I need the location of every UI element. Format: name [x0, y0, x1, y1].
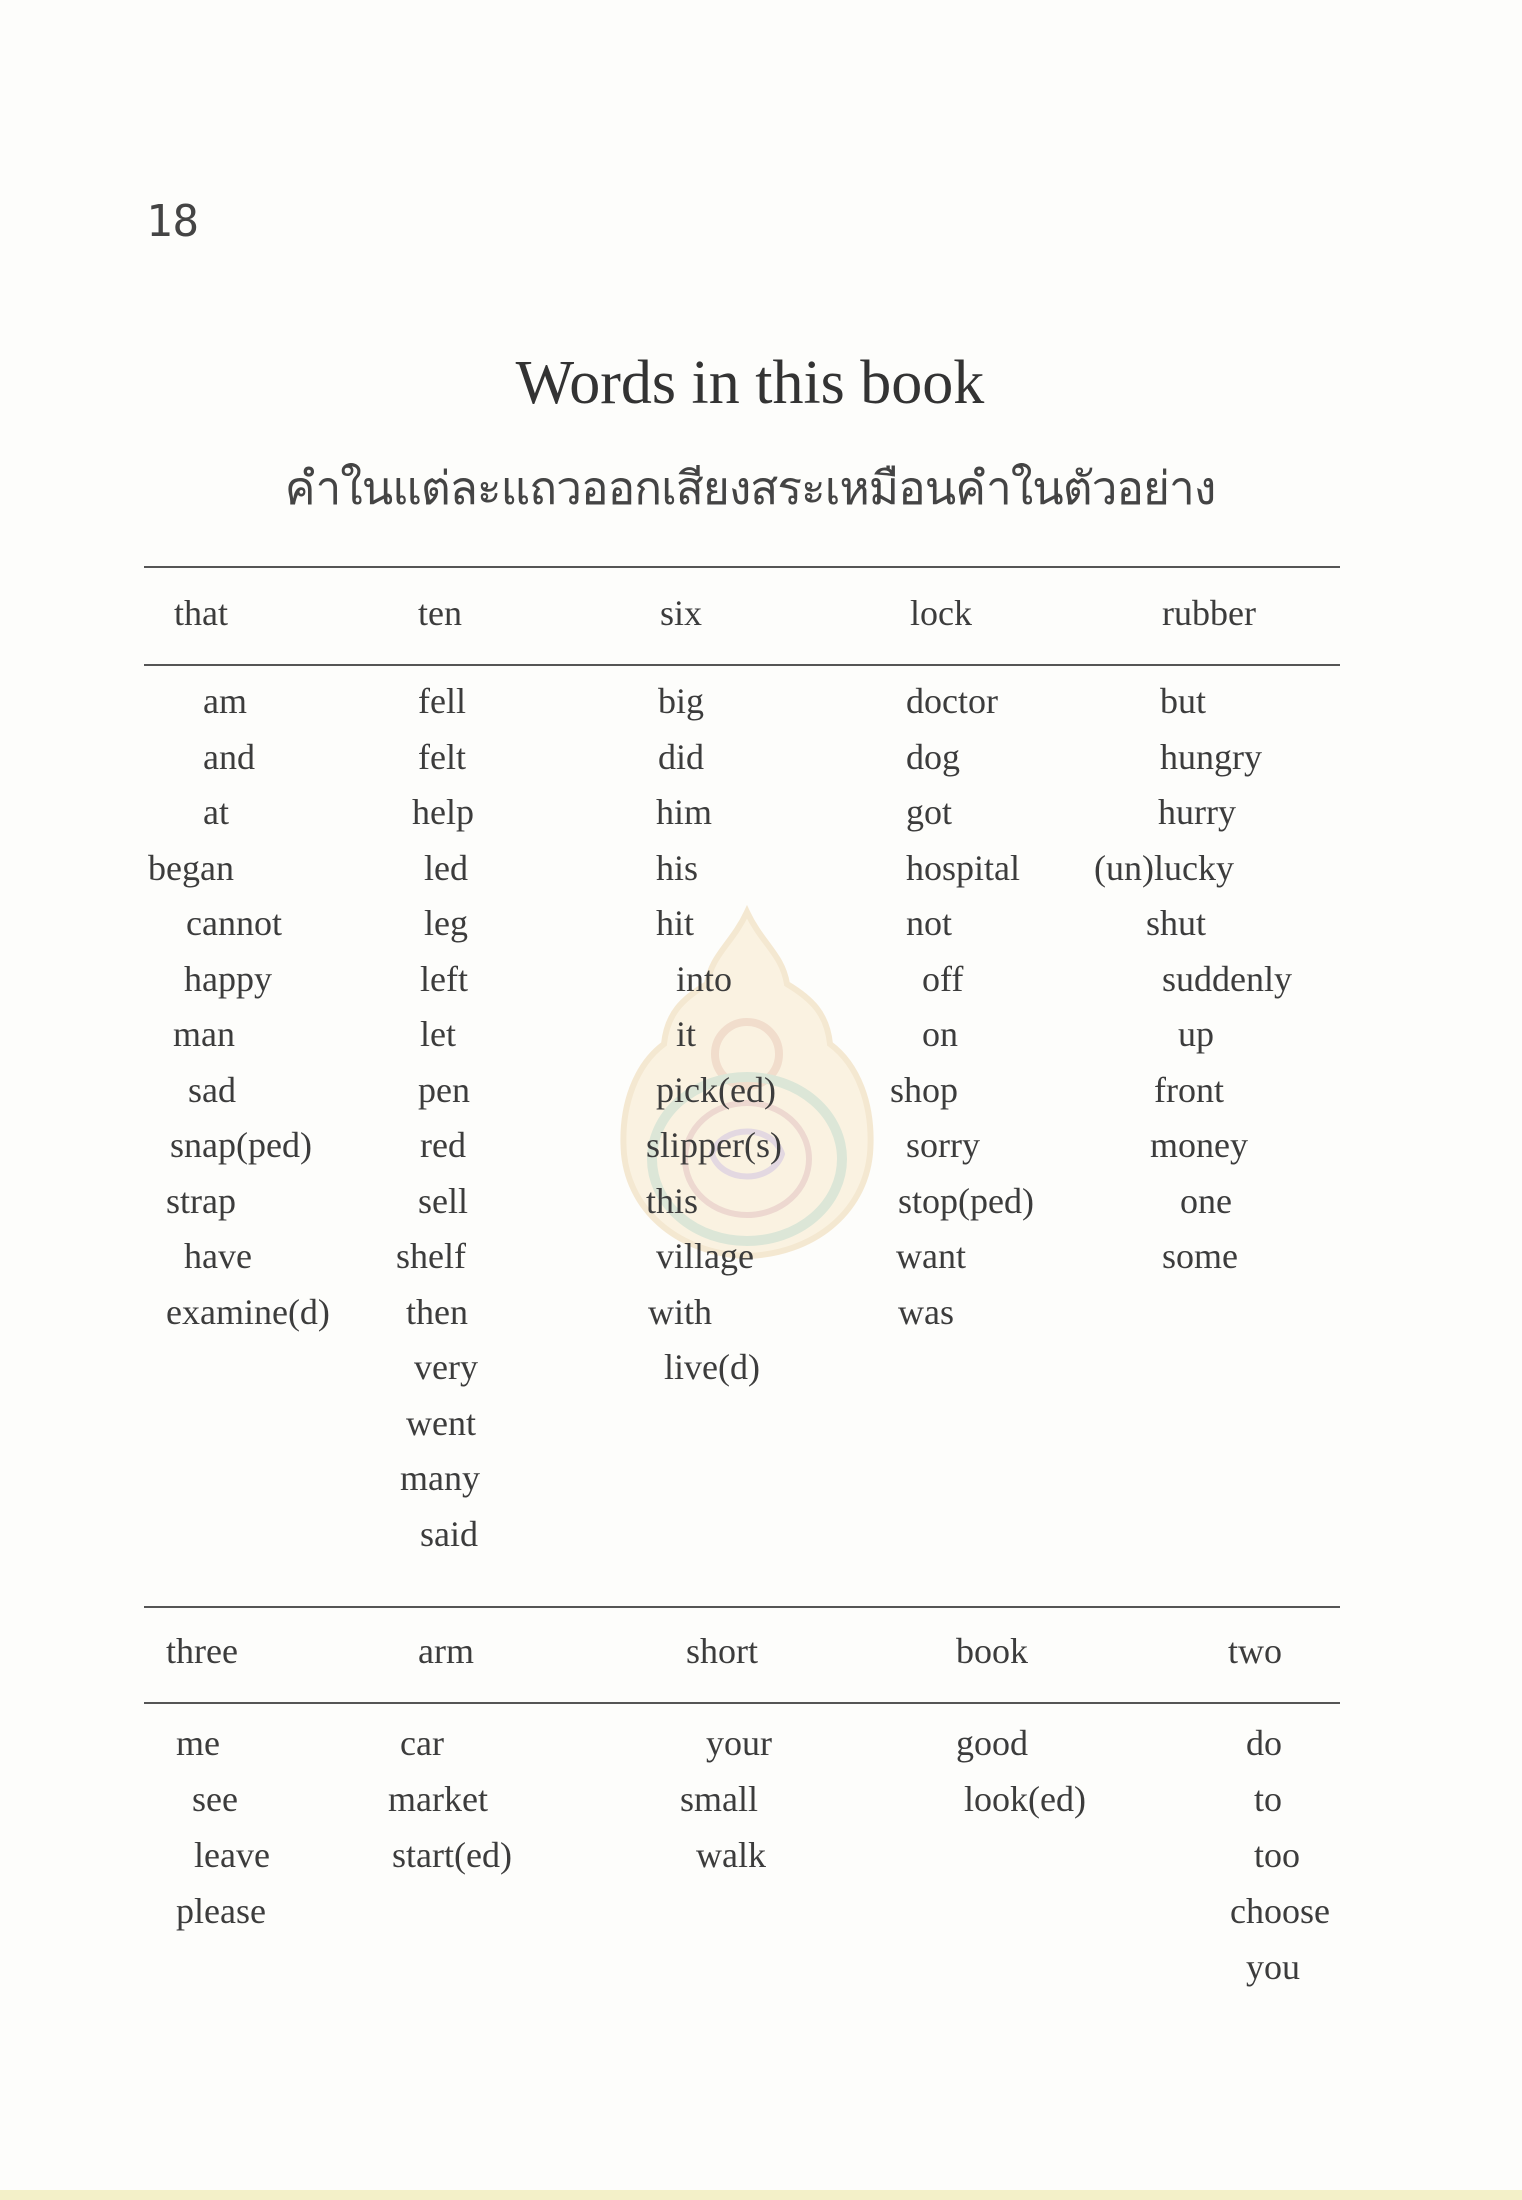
word-item: small [680, 1779, 758, 1819]
word-item: stop(ped) [898, 1180, 1034, 1221]
word-item: your [706, 1723, 772, 1763]
word-item: hungry [1160, 736, 1262, 777]
word-item: me [176, 1723, 220, 1763]
word-item: car [400, 1723, 444, 1763]
word-item: shop [890, 1069, 959, 1110]
word-item: it [676, 1014, 697, 1054]
word-item: walk [696, 1835, 766, 1875]
word-item: sell [418, 1180, 468, 1221]
word-item: money [1150, 1125, 1248, 1165]
word-item: leave [194, 1835, 270, 1875]
word-item: hospital [906, 847, 1020, 888]
word-item: pick(ed) [656, 1069, 776, 1110]
word-item: live(d) [664, 1347, 760, 1387]
word-item: did [658, 736, 705, 777]
word-item: doctor [906, 681, 998, 721]
word-item: do [1246, 1723, 1282, 1763]
column-header: two [1228, 1631, 1282, 1671]
word-item: slipper(s) [646, 1125, 782, 1165]
word-item: pen [418, 1069, 470, 1110]
word-item: him [656, 792, 713, 832]
word-item: red [420, 1125, 466, 1165]
word-item: sorry [906, 1125, 980, 1165]
word-item: got [906, 792, 953, 832]
word-item: with [648, 1291, 713, 1332]
word-item: too [1254, 1835, 1301, 1875]
word-item: leg [424, 903, 468, 943]
word-item: suddenly [1162, 958, 1292, 999]
word-item: want [896, 1236, 966, 1276]
word-item: many [400, 1458, 480, 1498]
word-item: front [1154, 1069, 1224, 1110]
word-item: look(ed) [964, 1779, 1086, 1819]
word-item: big [658, 681, 705, 721]
word-item: began [148, 847, 234, 888]
column-header: six [660, 593, 703, 633]
word-item: let [420, 1014, 456, 1054]
word-item: then [406, 1291, 468, 1332]
column-header: that [174, 593, 228, 633]
word-item: into [676, 958, 733, 999]
word-item: felt [418, 736, 466, 777]
word-item: his [656, 847, 699, 888]
word-item: see [192, 1779, 238, 1819]
word-item: went [406, 1402, 476, 1443]
page-title: Words in this book [515, 349, 985, 417]
word-item: to [1254, 1779, 1283, 1819]
column-header: lock [910, 593, 972, 633]
page-number: 18 [146, 196, 199, 247]
word-item: snap(ped) [170, 1125, 312, 1165]
column-header: ten [418, 593, 462, 633]
word-item: start(ed) [392, 1835, 512, 1875]
word-item: (un)lucky [1094, 847, 1234, 888]
word-item: left [420, 958, 468, 999]
section2-top-rule [144, 1606, 1340, 1608]
word-item: choose [1230, 1891, 1330, 1931]
word-item: village [656, 1236, 754, 1276]
word-item: cannot [186, 903, 282, 943]
word-item: happy [184, 958, 272, 999]
word-item: man [173, 1014, 235, 1054]
word-item: was [898, 1291, 954, 1332]
column-header: arm [418, 1631, 474, 1671]
word-item: off [922, 958, 964, 999]
word-item: you [1246, 1947, 1300, 1987]
column-header: short [686, 1631, 758, 1671]
word-item: have [184, 1236, 252, 1276]
word-item: am [203, 681, 247, 721]
word-item: please [176, 1891, 266, 1931]
word-item: one [1180, 1180, 1232, 1221]
word-item: fell [418, 681, 466, 721]
column-header: book [956, 1631, 1028, 1671]
word-item: and [203, 736, 255, 777]
word-item: led [424, 847, 468, 888]
word-item: market [388, 1779, 488, 1819]
word-item: up [1178, 1014, 1214, 1054]
word-item: on [922, 1014, 958, 1054]
word-item: dog [906, 736, 960, 777]
header-bottom-rule [144, 664, 1340, 666]
word-item: shut [1146, 903, 1207, 943]
column-header: rubber [1162, 593, 1256, 633]
section2-header-rule [144, 1702, 1340, 1704]
table-top-rule [144, 566, 1340, 568]
word-item: but [1160, 681, 1207, 721]
word-item: sad [188, 1069, 236, 1110]
column-header: three [166, 1631, 238, 1671]
word-item: good [956, 1723, 1028, 1763]
word-item: examine(d) [166, 1291, 330, 1332]
word-item: this [646, 1180, 699, 1221]
word-item: very [414, 1347, 478, 1387]
page-bottom-edge [0, 2190, 1522, 2200]
word-item: hurry [1158, 792, 1236, 832]
word-item: help [412, 792, 474, 832]
word-item: hit [656, 903, 695, 943]
word-item: not [906, 903, 953, 943]
word-item: at [203, 792, 229, 832]
word-item: said [420, 1513, 478, 1554]
word-item: some [1162, 1236, 1238, 1276]
word-item: strap [166, 1180, 236, 1221]
page-subtitle: คำในแต่ละแถวออกเสียงสระเหมือนคำในตัวอย่าง [284, 461, 1216, 515]
word-item: shelf [396, 1236, 466, 1276]
